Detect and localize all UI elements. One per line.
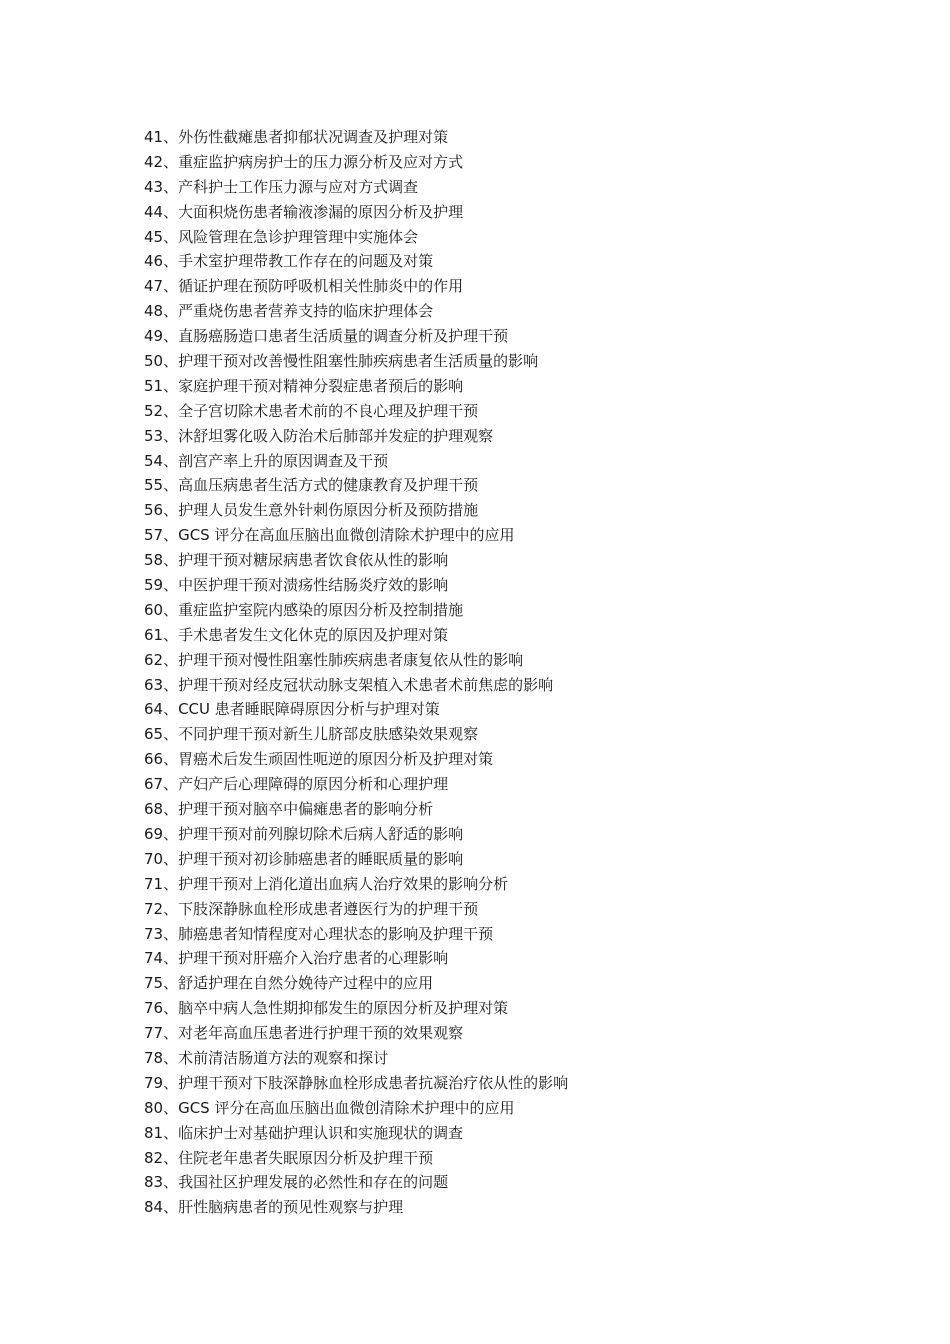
list-item: 42、重症监护病房护士的压力源分析及应对方式	[144, 152, 464, 171]
list-item: 46、手术室护理带教工作存在的问题及对策	[144, 252, 434, 271]
list-item: 74、护理干预对肝癌介入治疗患者的心理影响	[144, 949, 449, 968]
list-item: 47、循证护理在预防呼吸机相关性肺炎中的作用	[144, 277, 464, 296]
list-item: 50、护理干预对改善慢性阻塞性肺疾病患者生活质量的影响	[144, 352, 539, 371]
list-item: 70、护理干预对初诊肺癌患者的睡眠质量的影响	[144, 849, 464, 868]
list-item: 81、临床护士对基础护理认识和实施现状的调查	[144, 1123, 464, 1142]
list-item: 73、肺癌患者知情程度对心理状态的影响及护理干预	[144, 924, 494, 943]
list-item: 61、手术患者发生文化休克的原因及护理对策	[144, 625, 449, 644]
list-item: 67、产妇产后心理障碍的原因分析和心理护理	[144, 775, 449, 794]
list-item: 80、GCS 评分在高血压脑出血微创清除术护理中的应用	[144, 1098, 515, 1117]
list-item: 83、我国社区护理发展的必然性和存在的问题	[144, 1173, 449, 1192]
list-item: 62、护理干预对慢性阻塞性肺疾病患者康复依从性的影响	[144, 650, 524, 669]
list-item: 65、不同护理干预对新生儿脐部皮肤感染效果观察	[144, 725, 479, 744]
list-item: 41、外伤性截瘫患者抑郁状况调查及护理对策	[144, 128, 449, 146]
list-item: 52、全子宫切除术患者术前的不良心理及护理干预	[144, 401, 479, 420]
list-item: 53、沐舒坦雾化吸入防治术后肺部并发症的护理观察	[144, 426, 494, 445]
list-item: 57、GCS 评分在高血压脑出血微创清除术护理中的应用	[144, 526, 515, 545]
list-item: 55、高血压病患者生活方式的健康教育及护理干预	[144, 476, 479, 495]
list-item: 71、护理干预对上消化道出血病人治疗效果的影响分析	[144, 874, 509, 893]
list-item: 54、剖宫产率上升的原因调查及干预	[144, 451, 389, 470]
list-item: 45、风险管理在急诊护理管理中实施体会	[144, 227, 419, 246]
list-item: 82、住院老年患者失眠原因分析及护理干预	[144, 1148, 434, 1167]
list-item: 78、术前清洁肠道方法的观察和探讨	[144, 1048, 389, 1067]
list-item: 63、护理干预对经皮冠状动脉支架植入术患者术前焦虑的影响	[144, 675, 554, 694]
list-item: 59、中医护理干预对溃疡性结肠炎疗效的影响	[144, 576, 449, 595]
list-item: 51、家庭护理干预对精神分裂症患者预后的影响	[144, 376, 464, 395]
topic-list	[144, 125, 568, 1220]
list-item: 69、护理干预对前列腺切除术后病人舒适的影响	[144, 824, 464, 843]
list-item: 58、护理干预对糖尿病患者饮食依从性的影响	[144, 551, 449, 570]
list-item: 68、护理干预对脑卒中偏瘫患者的影响分析	[144, 800, 434, 819]
list-item: 48、严重烧伤患者营养支持的临床护理体会	[144, 302, 434, 321]
list-item: 64、CCU 患者睡眠障碍原因分析与护理对策	[144, 700, 440, 719]
list-item: 60、重症监护室院内感染的原因分析及控制措施	[144, 600, 464, 619]
list-item: 72、下肢深静脉血栓形成患者遵医行为的护理干预	[144, 899, 479, 918]
list-item: 77、对老年高血压患者进行护理干预的效果观察	[144, 1024, 464, 1043]
list-item: 43、产科护士工作压力源与应对方式调查	[144, 177, 419, 196]
list-item: 66、胃癌术后发生顽固性呃逆的原因分析及护理对策	[144, 750, 494, 769]
list-item: 79、护理干预对下肢深静脉血栓形成患者抗凝治疗依从性的影响	[144, 1073, 569, 1092]
list-item: 44、大面积烧伤患者输液渗漏的原因分析及护理	[144, 202, 464, 221]
list-item: 76、脑卒中病人急性期抑郁发生的原因分析及护理对策	[144, 999, 509, 1018]
list-item: 49、直肠癌肠造口患者生活质量的调查分析及护理干预	[144, 327, 509, 346]
list-item: 75、舒适护理在自然分娩待产过程中的应用	[144, 974, 434, 993]
list-item: 56、护理人员发生意外针刺伤原因分析及预防措施	[144, 501, 479, 520]
list-item: 84、肝性脑病患者的预见性观察与护理	[144, 1198, 404, 1217]
